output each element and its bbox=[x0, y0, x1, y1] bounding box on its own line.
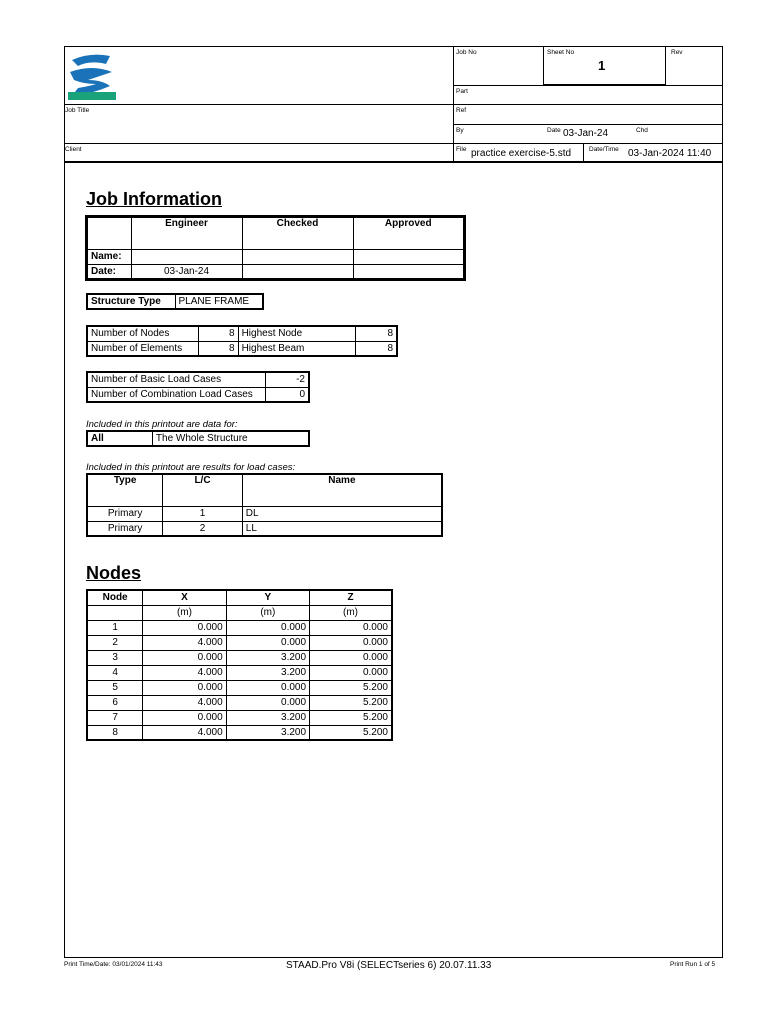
table-row bbox=[87, 635, 392, 650]
file-value: practice exercise-5.std bbox=[471, 148, 572, 159]
table-row bbox=[87, 264, 464, 279]
table-row bbox=[87, 695, 392, 710]
load-cases-table bbox=[86, 371, 310, 403]
table-cell: 2 bbox=[87, 635, 143, 650]
structure-type-table bbox=[86, 293, 264, 310]
sheet-no-value: 1 bbox=[598, 58, 606, 73]
bentley-logo-icon bbox=[66, 50, 118, 102]
table-cell: 3.200 bbox=[226, 725, 309, 740]
table-row bbox=[87, 680, 392, 695]
table-cell: 5 bbox=[87, 680, 143, 695]
table-cell: 0.000 bbox=[143, 710, 226, 725]
table-cell: 2 bbox=[163, 521, 243, 536]
job-no-label: Job No bbox=[456, 49, 477, 56]
table-cell: Number of Combination Load Cases bbox=[87, 387, 265, 402]
rev-label: Rev bbox=[671, 49, 683, 56]
results-header: Name bbox=[242, 474, 442, 506]
table-cell: 4.000 bbox=[143, 725, 226, 740]
table-cell: 4 bbox=[87, 665, 143, 680]
table-cell: 4.000 bbox=[143, 665, 226, 680]
table-cell: 0.000 bbox=[226, 620, 309, 635]
nodes-header: Node bbox=[87, 590, 143, 605]
table-cell: Name: bbox=[87, 249, 131, 264]
table-cell: 0.000 bbox=[226, 695, 309, 710]
structure-type-label: Structure Type bbox=[87, 294, 175, 309]
table-cell: Highest Beam bbox=[238, 341, 355, 356]
table-cell bbox=[242, 264, 353, 279]
table-cell bbox=[353, 264, 464, 279]
job-title-label: Job Title bbox=[65, 107, 90, 114]
nodes-unit: (m) bbox=[143, 605, 226, 620]
included-data-caption: Included in this printout are data for: bbox=[86, 419, 238, 430]
table-cell: 8 bbox=[198, 341, 238, 356]
table-cell: 03-Jan-24 bbox=[131, 264, 242, 279]
file-label: File bbox=[456, 146, 467, 153]
table-cell: 3.200 bbox=[226, 650, 309, 665]
table-cell: Number of Basic Load Cases bbox=[87, 372, 265, 387]
table-cell: 8 bbox=[355, 326, 397, 341]
by-label: By bbox=[456, 127, 464, 134]
table-row bbox=[87, 665, 392, 680]
table-cell: 4.000 bbox=[143, 635, 226, 650]
table-cell: 8 bbox=[198, 326, 238, 341]
table-cell bbox=[131, 249, 242, 264]
nodes-unit: (m) bbox=[226, 605, 309, 620]
table-cell: 0.000 bbox=[310, 620, 392, 635]
sheet-no-label: Sheet No bbox=[547, 49, 575, 56]
chd-label: Chd bbox=[636, 127, 648, 134]
table-cell: Primary bbox=[87, 521, 163, 536]
table-cell: 3.200 bbox=[226, 710, 309, 725]
table-row bbox=[87, 387, 309, 402]
table-cell: 0.000 bbox=[226, 680, 309, 695]
table-cell: 8 bbox=[355, 341, 397, 356]
included-data-label: All bbox=[87, 431, 152, 446]
table-cell bbox=[353, 249, 464, 264]
table-cell: 3 bbox=[87, 650, 143, 665]
client-label: Client bbox=[65, 146, 82, 153]
table-cell: Primary bbox=[87, 506, 163, 521]
table-cell: 5.200 bbox=[310, 680, 392, 695]
table-row bbox=[87, 341, 397, 356]
date-value: 03-Jan-24 bbox=[563, 128, 609, 139]
table-cell: 0.000 bbox=[226, 635, 309, 650]
table-cell: 0 bbox=[265, 387, 309, 402]
table-cell: DL bbox=[242, 506, 442, 521]
structure-type-value: PLANE FRAME bbox=[175, 294, 263, 309]
table-cell: 1 bbox=[163, 506, 243, 521]
included-data-value: The Whole Structure bbox=[152, 431, 309, 446]
table-cell: 7 bbox=[87, 710, 143, 725]
table-row bbox=[87, 650, 392, 665]
datetime-value: 03-Jan-2024 11:40 bbox=[628, 148, 712, 159]
nodes-header: Z bbox=[310, 590, 392, 605]
included-results-caption: Included in this printout are results for load cases: bbox=[86, 462, 296, 473]
nodes-table bbox=[86, 589, 393, 741]
table-cell: 5.200 bbox=[310, 710, 392, 725]
table-cell: LL bbox=[242, 521, 442, 536]
results-header: Type bbox=[87, 474, 163, 506]
included-results-table bbox=[86, 473, 443, 537]
job-info-header: Checked bbox=[242, 217, 353, 249]
datetime-label: Date/Time bbox=[589, 146, 619, 153]
nodes-unit: (m) bbox=[310, 605, 392, 620]
nodes-unit bbox=[87, 605, 143, 620]
table-cell: 4.000 bbox=[143, 695, 226, 710]
table-cell: 0.000 bbox=[310, 665, 392, 680]
print-time: Print Time/Date: 03/01/2024 11:43 bbox=[64, 961, 163, 968]
table-row bbox=[87, 372, 309, 387]
job-info-header bbox=[87, 217, 131, 249]
table-cell bbox=[242, 249, 353, 264]
table-cell: 0.000 bbox=[143, 620, 226, 635]
table-cell: 5.200 bbox=[310, 695, 392, 710]
print-run: Print Run 1 of 5 bbox=[670, 961, 716, 968]
table-cell: -2 bbox=[265, 372, 309, 387]
table-row bbox=[87, 326, 397, 341]
table-cell: 5.200 bbox=[310, 725, 392, 740]
ref-label: Ref bbox=[456, 107, 467, 114]
table-cell: Number of Nodes bbox=[87, 326, 198, 341]
software-version: STAAD.Pro V8i (SELECTseries 6) 20.07.11.33 bbox=[286, 960, 492, 971]
table-cell: 0.000 bbox=[143, 680, 226, 695]
job-info-header: Engineer bbox=[131, 217, 242, 249]
results-header: L/C bbox=[163, 474, 243, 506]
nodes-header: Y bbox=[226, 590, 309, 605]
date-label: Date bbox=[547, 127, 561, 134]
table-cell: 3.200 bbox=[226, 665, 309, 680]
table-row bbox=[87, 710, 392, 725]
table-cell: Highest Node bbox=[238, 326, 355, 341]
table-cell: Date: bbox=[87, 264, 131, 279]
table-cell: 1 bbox=[87, 620, 143, 635]
table-cell: 8 bbox=[87, 725, 143, 740]
job-info-title: Job Information bbox=[86, 189, 222, 209]
table-row bbox=[87, 249, 464, 264]
table-cell: 0.000 bbox=[310, 650, 392, 665]
counts-table bbox=[86, 325, 398, 357]
table-cell: 0.000 bbox=[310, 635, 392, 650]
table-cell: 6 bbox=[87, 695, 143, 710]
table-row bbox=[87, 506, 442, 521]
job-info-header: Approved bbox=[353, 217, 464, 249]
job-info-table bbox=[86, 216, 465, 280]
table-cell: 0.000 bbox=[143, 650, 226, 665]
table-row bbox=[87, 620, 392, 635]
table-row bbox=[87, 521, 442, 536]
table-row bbox=[87, 725, 392, 740]
nodes-title: Nodes bbox=[86, 563, 142, 583]
nodes-header: X bbox=[143, 590, 226, 605]
table-cell: Number of Elements bbox=[87, 341, 198, 356]
part-label: Part bbox=[456, 88, 468, 95]
included-data-table bbox=[86, 430, 310, 447]
